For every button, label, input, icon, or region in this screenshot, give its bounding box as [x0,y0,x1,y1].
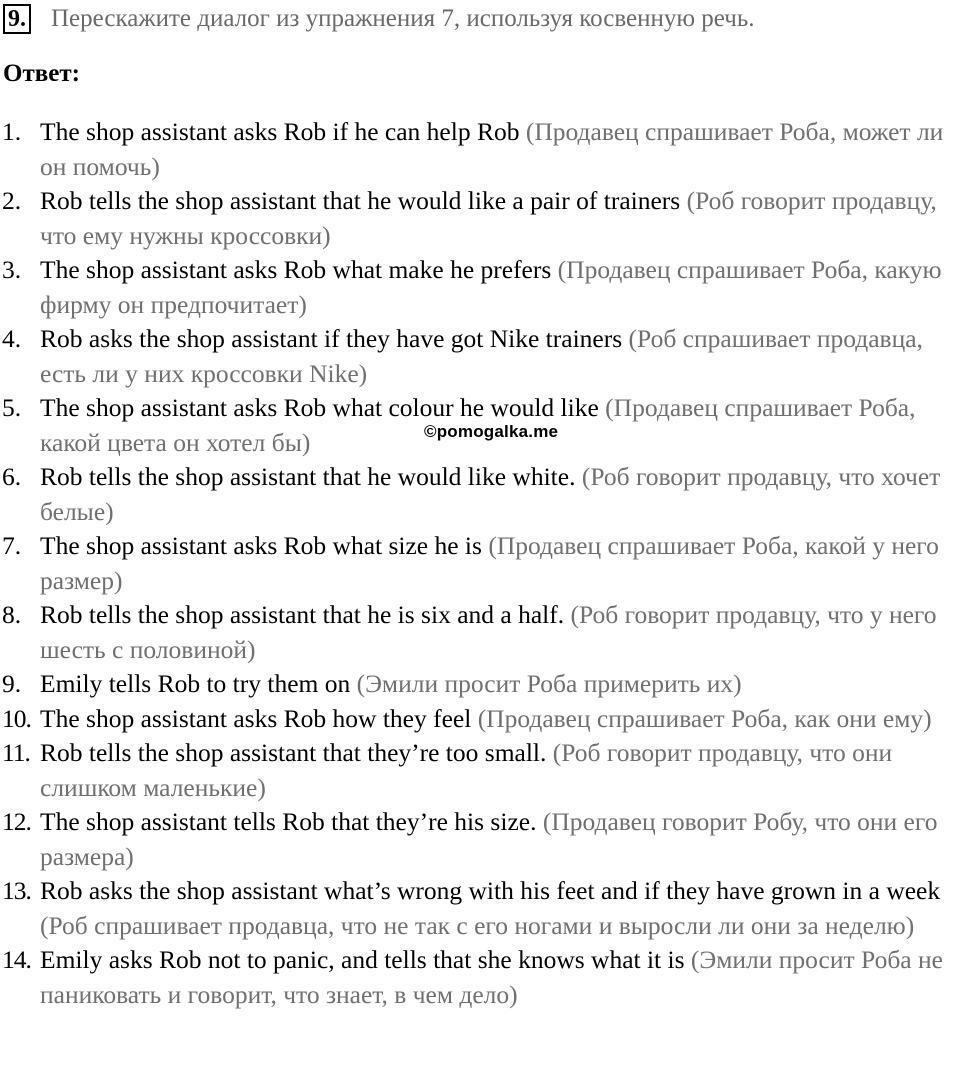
item-text [40,529,960,598]
item-translation: (Роб говорит продавцу, что хочет белые) [40,462,941,526]
item-translation: (Роб говорит продавцу, что они слишком маленькие) [40,738,893,802]
item-text [40,805,960,874]
item-number: 3. [2,255,22,284]
item-translation: (Эмили просит Роба примерить их) [356,669,742,698]
item-text [40,667,960,702]
exercise-number: 9. [3,4,31,34]
item-english: The shop assistant asks Rob what colour he would like [40,393,599,422]
item-english: Rob tells the shop assistant that he would like white. [40,462,576,491]
item-translation: (Продавец спрашивает Роба, как они ему) [477,703,932,733]
item-translation: (Продавец спрашивает Роба, какой у него размер) [40,531,939,595]
list-item [0,943,960,1012]
item-translation: (Продавец спрашивает Роба, какую фирму он предпочитает) [40,255,942,319]
watermark: ©pomogalka.me [424,422,559,441]
item-text [40,184,960,253]
item-number: 13. [2,876,31,905]
item-number: 2. [2,186,22,215]
item-text [40,115,960,184]
exercise-task: Перескажите диалог из упражнения 7, используя косвенную речь. [51,5,755,32]
item-number: 6. [2,462,22,491]
item-text [40,874,960,943]
item-text [40,943,960,1012]
list-item [0,115,960,184]
list-item [0,184,960,253]
item-number: 12. [2,807,31,836]
item-text [40,702,960,737]
answer-label: Ответ: [3,60,80,87]
item-number: 11. [2,738,30,767]
item-number: 8. [2,600,22,629]
item-text [40,322,960,391]
item-text [40,598,960,667]
item-english: Rob tells the shop assistant that he is six and a half. [40,600,565,629]
item-english: The shop assistant asks Rob if he can help Rob [40,117,520,146]
item-english: Rob tells the shop assistant that they’re too small. [40,738,547,767]
list-item [0,529,960,598]
list-item [0,667,960,702]
item-number: 7. [2,531,22,560]
item-translation: (Роб спрашивает продавца, что не так с его ногами и выросли ли они за неделю) [40,910,915,940]
item-translation: (Эмили просит Роба не паниковать и говорит, что знает, в чем дело) [40,945,943,1009]
item-english: Rob asks the shop assistant what’s wrong with his feet and if they have grown in a week [40,876,941,905]
item-english: Rob tells the shop assistant that he would like a pair of trainers [40,186,681,215]
item-number: 9. [2,669,22,698]
item-translation: (Продавец говорит Робу, что они его размера) [40,807,938,871]
item-number: 14. [2,945,31,974]
item-translation: (Роб говорит продавцу, что у него шесть с половиной) [40,600,937,664]
list-item [0,598,960,667]
item-translation: (Продавец спрашивает Роба, может ли он помочь) [40,117,944,181]
item-english: The shop assistant asks Rob what size he is [40,531,482,560]
item-translation: (Роб спрашивает продавца, есть ли у них кроссовки Nike) [40,324,923,388]
list-item [0,736,960,805]
item-text [40,253,960,322]
item-text [40,460,960,529]
answer-list [0,115,960,1012]
item-translation: (Продавец спрашивает Роба, какой цвета он хотел бы) [40,393,916,457]
item-number: 1. [2,117,22,146]
item-number: 4. [2,324,22,353]
item-text [40,736,960,805]
list-item [0,460,960,529]
item-number: 5. [2,393,22,422]
item-number: 10. [2,703,31,733]
list-item [0,805,960,874]
item-translation: (Роб говорит продавцу, что ему нужны кроссовки) [40,186,937,250]
item-english: Emily tells Rob to try them on [40,669,351,698]
item-english: The shop assistant tells Rob that they’re his size. [40,807,537,836]
item-english: The shop assistant asks Rob what make he prefers [40,255,552,284]
exercise-header [3,2,755,36]
item-english: The shop assistant asks Rob how they feel [40,703,472,733]
item-english: Emily asks Rob not to panic, and tells that she knows what it is [40,945,685,974]
list-item [0,702,960,737]
item-english: Rob asks the shop assistant if they have got Nike trainers [40,324,623,353]
list-item [0,874,960,943]
list-item [0,322,960,391]
list-item [0,253,960,322]
